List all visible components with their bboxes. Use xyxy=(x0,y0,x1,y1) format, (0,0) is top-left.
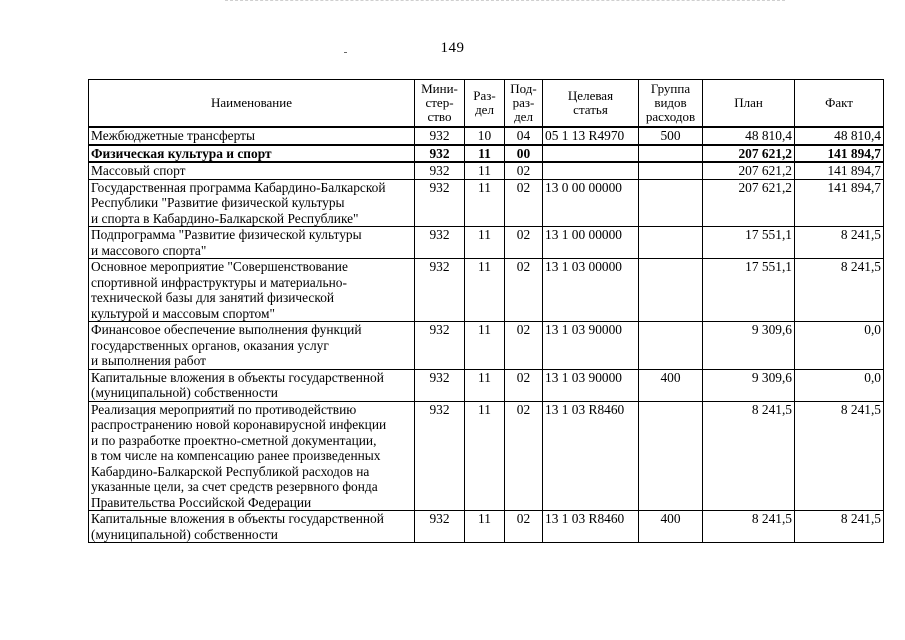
cell-ministry: 932 xyxy=(415,369,465,401)
cell-fact: 48 810,4 xyxy=(795,127,884,145)
table-row xyxy=(89,227,884,259)
budget-table xyxy=(88,79,884,543)
cell-plan: 17 551,1 xyxy=(703,227,795,259)
cell-name: Межбюджетные трансферты xyxy=(89,127,415,145)
cell-subsection: 04 xyxy=(505,127,543,145)
cell-subsection: 02 xyxy=(505,162,543,179)
table-row xyxy=(89,179,884,227)
cell-fact: 8 241,5 xyxy=(795,511,884,543)
cell-name: Массовый спорт xyxy=(89,162,415,179)
page-number: 149 xyxy=(440,40,465,56)
cell-fact: 0,0 xyxy=(795,322,884,370)
cell-section: 11 xyxy=(465,162,505,179)
cell-ministry: 932 xyxy=(415,322,465,370)
cell-name: Государственная программа Кабардино-Балкарской Республики "Развитие физической культуры и спорта в Кабардино-Балкарской Республике" xyxy=(89,179,415,227)
cell-name: Реализация мероприятий по противодействию распространению новой коронавирусной инфекции и по разработке проектно-сметной документации, в том числе на компенсацию ранее произведенных Кабардино-Балкарской Республикой расходов на указанные цели, за счет средств резервного фонда Правительства Российской Федерации xyxy=(89,401,415,511)
table-row xyxy=(89,162,884,179)
cell-ministry: 932 xyxy=(415,511,465,543)
cell-fact: 8 241,5 xyxy=(795,401,884,511)
cell-target-article: 13 1 00 00000 xyxy=(543,227,639,259)
cell-expense-group: 500 xyxy=(639,127,703,145)
cell-target-article: 13 1 03 R8460 xyxy=(543,401,639,511)
cell-plan: 207 621,2 xyxy=(703,179,795,227)
cell-section: 11 xyxy=(465,179,505,227)
cell-ministry: 932 xyxy=(415,127,465,145)
cell-target-article: 13 1 03 90000 xyxy=(543,322,639,370)
cell-section: 11 xyxy=(465,259,505,322)
scan-speck xyxy=(344,52,347,53)
header-fact: Факт xyxy=(795,80,884,128)
cell-expense-group xyxy=(639,145,703,163)
cell-name: Капитальные вложения в объекты государственной (муниципальной) собственности xyxy=(89,369,415,401)
cell-plan: 8 241,5 xyxy=(703,511,795,543)
cell-subsection: 02 xyxy=(505,369,543,401)
cell-plan: 9 309,6 xyxy=(703,369,795,401)
cell-section: 10 xyxy=(465,127,505,145)
table-body xyxy=(89,127,884,543)
cell-section: 11 xyxy=(465,322,505,370)
cell-name: Физическая культура и спорт xyxy=(89,145,415,163)
cell-target-article: 13 1 03 90000 xyxy=(543,369,639,401)
cell-expense-group: 400 xyxy=(639,511,703,543)
cell-name: Капитальные вложения в объекты государственной (муниципальной) собственности xyxy=(89,511,415,543)
header-section: Раз- дел xyxy=(465,80,505,128)
cell-expense-group xyxy=(639,227,703,259)
cell-fact: 141 894,7 xyxy=(795,162,884,179)
cell-expense-group xyxy=(639,401,703,511)
cell-plan: 8 241,5 xyxy=(703,401,795,511)
table-row xyxy=(89,259,884,322)
cell-target-article xyxy=(543,145,639,163)
cell-expense-group xyxy=(639,162,703,179)
header-target-article: Целевая статья xyxy=(543,80,639,128)
cell-ministry: 932 xyxy=(415,179,465,227)
cell-plan: 17 551,1 xyxy=(703,259,795,322)
table-row xyxy=(89,127,884,145)
cell-subsection: 02 xyxy=(505,511,543,543)
cell-target-article: 05 1 13 R4970 xyxy=(543,127,639,145)
header-name: Наименование xyxy=(89,80,415,128)
table-row xyxy=(89,511,884,543)
cell-ministry: 932 xyxy=(415,162,465,179)
cell-section: 11 xyxy=(465,227,505,259)
cell-ministry: 932 xyxy=(415,227,465,259)
header-plan: План xyxy=(703,80,795,128)
cell-name: Основное мероприятие "Совершенствование спортивной инфраструктуры и материально- технической базы для занятий физической культурой и массовым спортом" xyxy=(89,259,415,322)
cell-subsection: 02 xyxy=(505,227,543,259)
cell-section: 11 xyxy=(465,511,505,543)
cell-section: 11 xyxy=(465,401,505,511)
cell-subsection: 02 xyxy=(505,259,543,322)
cell-fact: 141 894,7 xyxy=(795,179,884,227)
header-subsection: Под- раз- дел xyxy=(505,80,543,128)
cell-section: 11 xyxy=(465,369,505,401)
cell-plan: 207 621,2 xyxy=(703,162,795,179)
header-expense-group: Группа видов расходов xyxy=(639,80,703,128)
table-row xyxy=(89,322,884,370)
table-header-row xyxy=(89,80,884,128)
cell-name: Подпрограмма "Развитие физической культуры и массового спорта" xyxy=(89,227,415,259)
cell-subsection: 02 xyxy=(505,322,543,370)
table-row xyxy=(89,401,884,511)
cell-target-article: 13 0 00 00000 xyxy=(543,179,639,227)
cell-expense-group xyxy=(639,179,703,227)
cell-subsection: 02 xyxy=(505,401,543,511)
cell-section: 11 xyxy=(465,145,505,163)
cell-target-article xyxy=(543,162,639,179)
table-row xyxy=(89,369,884,401)
cell-fact: 141 894,7 xyxy=(795,145,884,163)
cell-ministry: 932 xyxy=(415,145,465,163)
cell-fact: 8 241,5 xyxy=(795,227,884,259)
cell-fact: 8 241,5 xyxy=(795,259,884,322)
cell-expense-group xyxy=(639,259,703,322)
cell-target-article: 13 1 03 R8460 xyxy=(543,511,639,543)
cell-plan: 48 810,4 xyxy=(703,127,795,145)
cell-expense-group xyxy=(639,322,703,370)
cell-expense-group: 400 xyxy=(639,369,703,401)
cell-subsection: 00 xyxy=(505,145,543,163)
cell-plan: 9 309,6 xyxy=(703,322,795,370)
table-row xyxy=(89,145,884,163)
scan-edge-line xyxy=(225,0,785,3)
cell-subsection: 02 xyxy=(505,179,543,227)
cell-fact: 0,0 xyxy=(795,369,884,401)
cell-ministry: 932 xyxy=(415,401,465,511)
header-ministry: Мини- стер- ство xyxy=(415,80,465,128)
cell-name: Финансовое обеспечение выполнения функций государственных органов, оказания услуг и выполнения работ xyxy=(89,322,415,370)
cell-ministry: 932 xyxy=(415,259,465,322)
cell-plan: 207 621,2 xyxy=(703,145,795,163)
cell-target-article: 13 1 03 00000 xyxy=(543,259,639,322)
